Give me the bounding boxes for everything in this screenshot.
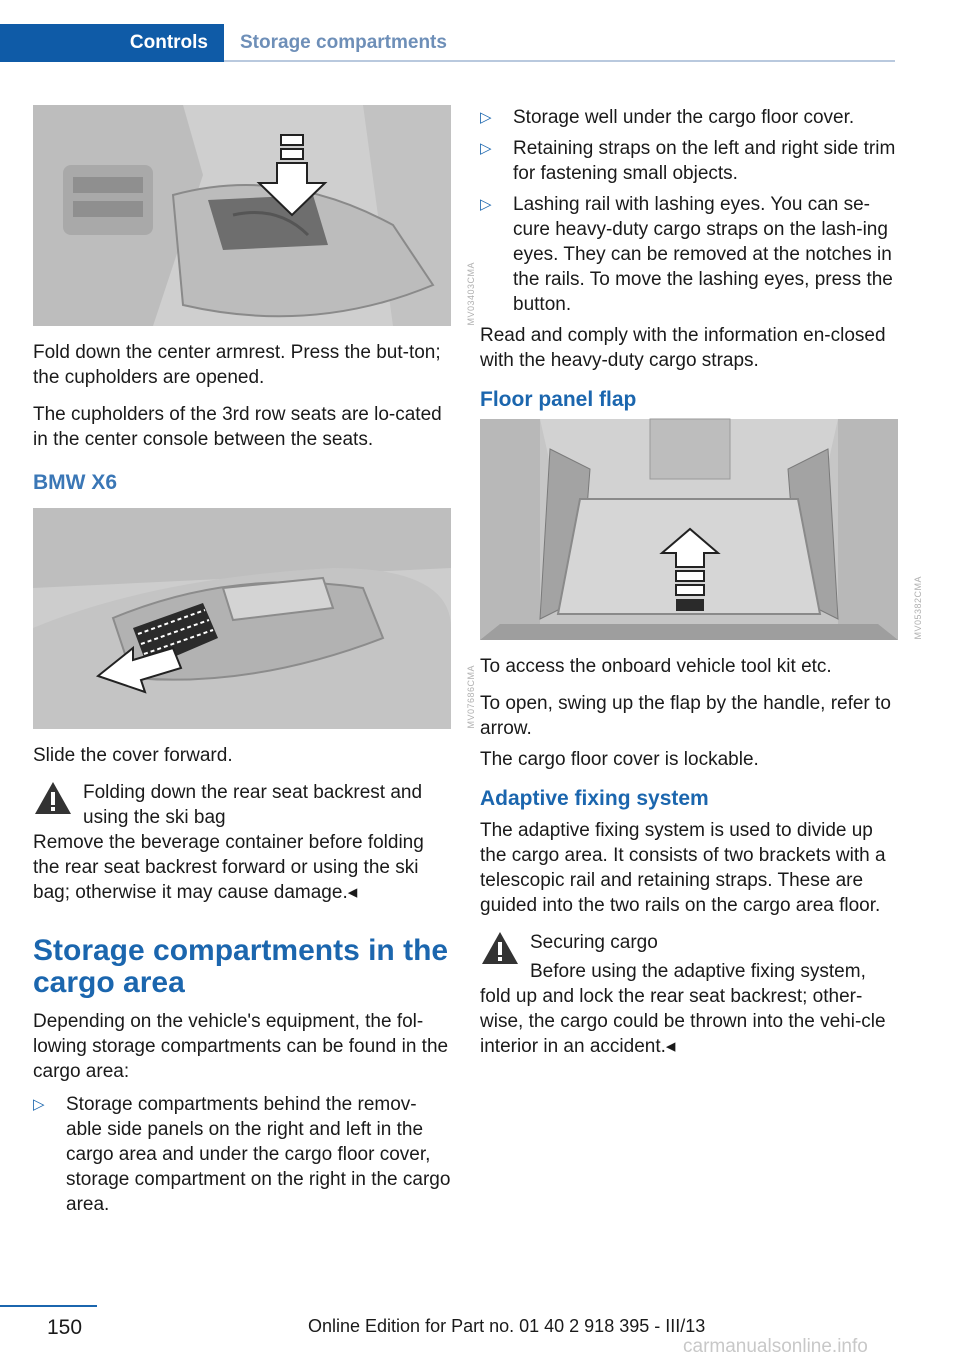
page-header	[0, 24, 895, 62]
warning-block	[33, 780, 451, 905]
paragraph: To open, swing up the flap by the handle, refer to arrow.	[480, 693, 891, 739]
left-column	[33, 105, 476, 1223]
warning-title: Folding down the rear seat backrest and using the ski bag	[83, 782, 423, 828]
triangle-bullet-icon: ▷	[480, 196, 492, 213]
list-item: ▷ Lashing rail with lashing eyes. You can se-cure heavy-duty cargo straps on the lash-ing eyes. They can be removed at the notches in the rails. To move the lashing eyes, press the button.	[480, 194, 893, 315]
bullet-list	[33, 1092, 451, 1217]
right-column	[480, 105, 923, 1071]
cover-illustration	[33, 508, 451, 729]
page-number: 150	[47, 1316, 83, 1339]
warning-block	[480, 930, 898, 1059]
paragraph: The cupholders of the 3rd row seats are lo-cated in the center console between the seats.	[33, 404, 442, 450]
triangle-bullet-icon: ▷	[480, 140, 492, 157]
figure-code: MV07686CMA	[466, 665, 476, 729]
paragraph: To access the onboard vehicle tool kit etc.	[480, 656, 832, 677]
warning-triangle-icon	[33, 780, 73, 816]
figure-code: MV05382CMA	[913, 576, 923, 640]
chapter-tab[interactable]: Controls	[0, 24, 224, 62]
heading-cargo-storage: Storage compartments in the cargo area	[33, 934, 449, 999]
warning-title: Securing cargo	[530, 932, 658, 953]
triangle-bullet-icon: ▷	[33, 1096, 45, 1113]
paragraph: Slide the cover forward.	[33, 745, 233, 766]
figure-center-armrest	[33, 105, 476, 326]
list-item: ▷ Retaining straps on the left and right side trim for fastening small objects.	[480, 138, 896, 184]
paragraph: Depending on the vehicle's equipment, the fol-lowing storage compartments can be found in the cargo area:	[33, 1011, 449, 1082]
watermark: carmanualsonline.info	[683, 1336, 868, 1357]
figure-bmw-x6-cover	[33, 508, 476, 729]
section-title[interactable]: Storage compartments	[240, 32, 447, 53]
warning-body: Before using the adaptive fixing system, fold up and lock the rear seat backrest; other-wise, the cargo could be thrown into the vehi-cle interior in an accident.◂	[480, 961, 886, 1057]
paragraph: Fold down the center armrest. Press the but-ton; the cupholders are opened.	[33, 342, 441, 388]
list-item: ▷ Storage well under the cargo floor cover.	[480, 107, 855, 128]
warning-body: Remove the beverage container before folding the rear seat backrest forward or using the ski bag; otherwise it may cause damage.◂	[33, 832, 424, 903]
warning-triangle-icon	[480, 930, 520, 966]
paragraph: The adaptive fixing system is used to divide up the cargo area. It consists of two brackets with a telescopic rail and retaining straps. These are guided into the two rails on the cargo area floor.	[480, 820, 886, 916]
subheading-floor-panel: Floor panel flap	[480, 388, 637, 411]
bullet-list	[480, 105, 898, 317]
paragraph: Read and comply with the information en-closed with the heavy-duty cargo straps.	[480, 325, 886, 371]
header-rule	[224, 60, 895, 62]
figure-floor-panel	[480, 419, 923, 640]
edition-note: Online Edition for Part no. 01 40 2 918 395 - III/13	[308, 1316, 706, 1336]
subheading-bmw-x6: BMW X6	[33, 471, 117, 494]
paragraph: The cargo floor cover is lockable.	[480, 749, 759, 770]
cargo-floor-illustration	[480, 419, 898, 640]
footer-rule	[0, 1305, 97, 1307]
center-armrest-illustration	[33, 105, 451, 326]
list-item: ▷ Storage compartments behind the remov-able side panels on the right and left in the cargo area and under the cargo floor cover, storage compartment on the right in the cargo area.	[33, 1094, 451, 1215]
triangle-bullet-icon: ▷	[480, 109, 492, 126]
subheading-adaptive-fixing: Adaptive fixing system	[480, 787, 709, 810]
figure-code: MV03403CMA	[466, 262, 476, 326]
